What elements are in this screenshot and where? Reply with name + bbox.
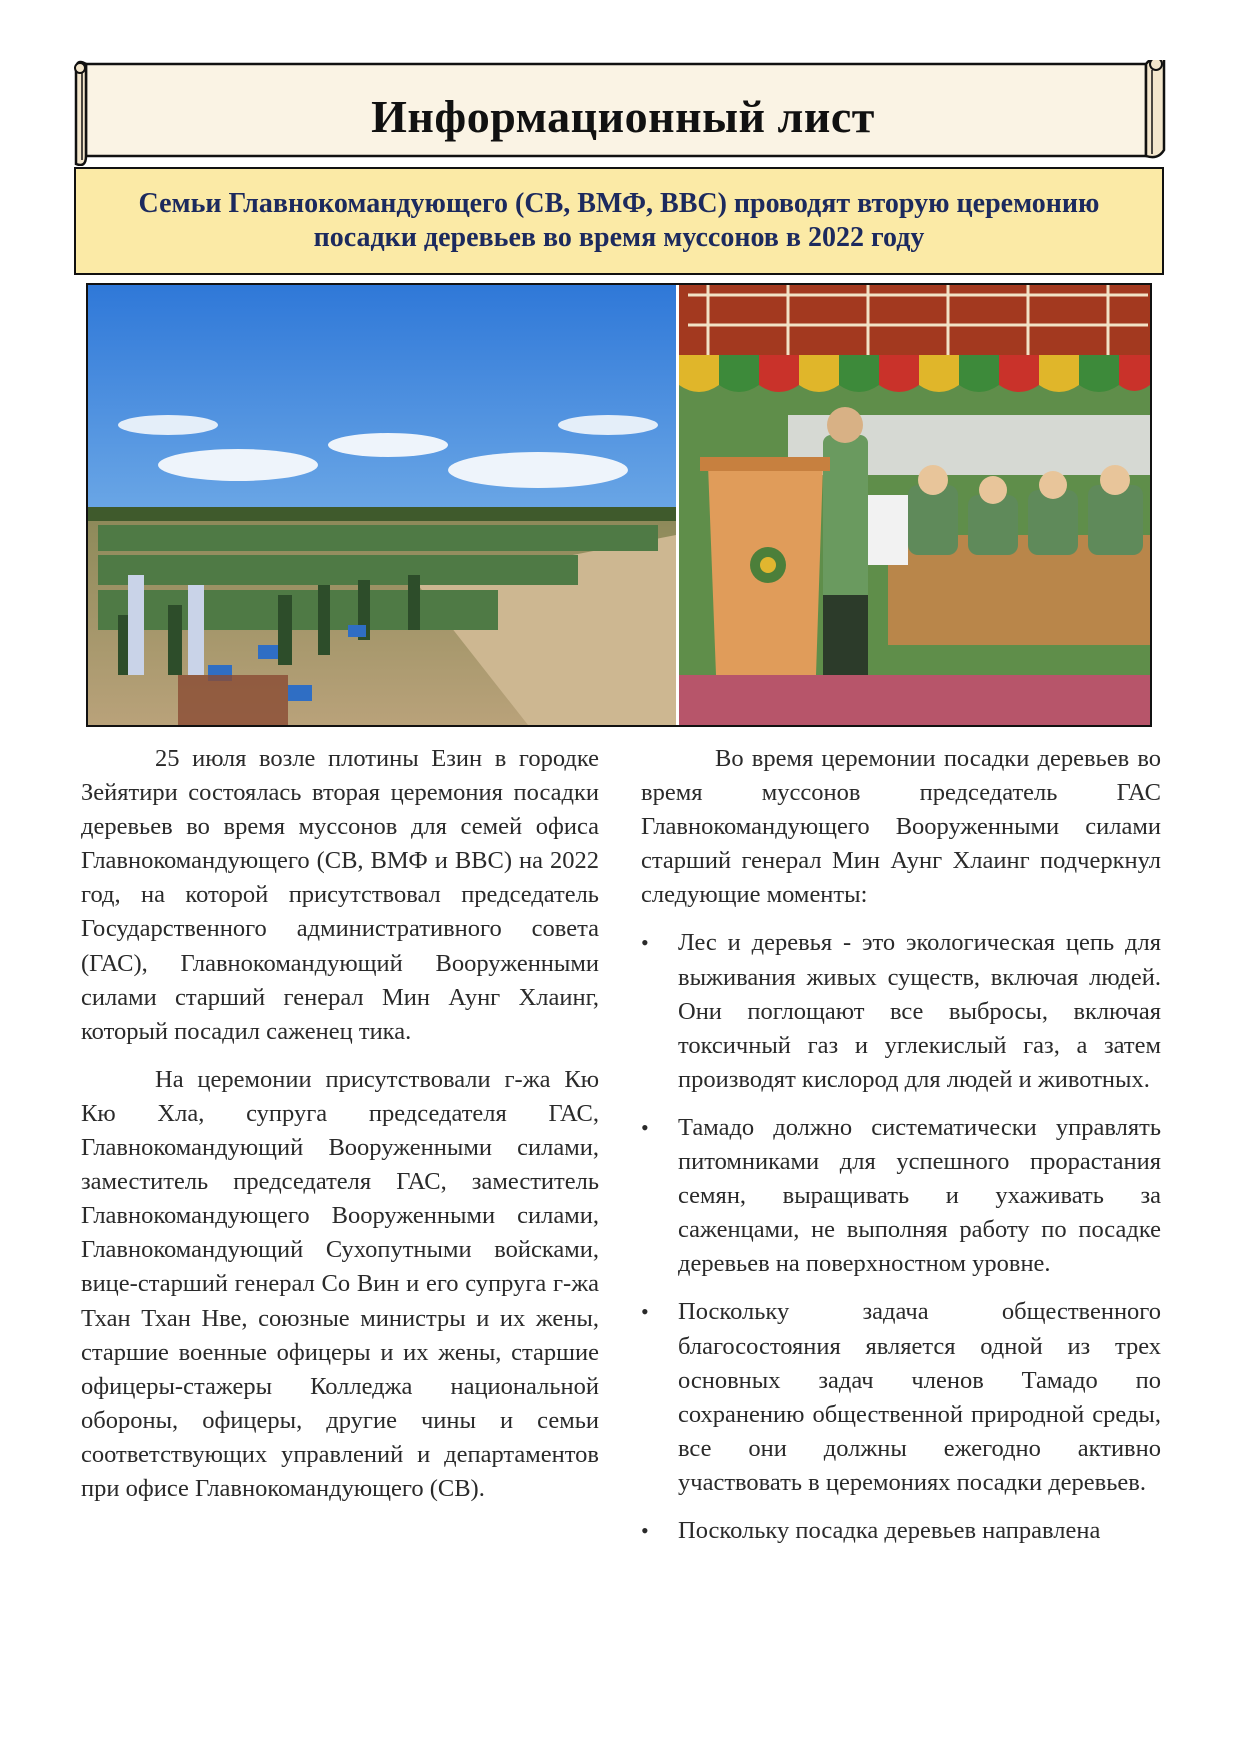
left-column xyxy=(81,742,599,1520)
list-item: • Тамадо должно систематически управлять питомниками для успешного прорастания семян, выращивать и ухаживать за саженцами, не выполняя работу по посадке деревьев на поверхностном уровне. xyxy=(641,1111,1161,1281)
paragraph: Во время церемонии посадки деревьев во время муссонов председатель ГАС Главнокомандующего Вооруженными силами старший генерал Мин Аунг Хлаинг подчеркнул следующие моменты: xyxy=(641,745,1161,909)
bullet-list xyxy=(641,926,1161,1548)
tree-planting-field-photo xyxy=(88,285,676,725)
page-title: Информационный лист xyxy=(371,90,875,142)
speech-podium-photo xyxy=(679,285,1150,725)
right-column xyxy=(641,742,1161,1562)
photo-strip xyxy=(86,283,1152,727)
list-item: • Поскольку посадка деревьев направлена xyxy=(641,1514,1161,1548)
title-banner xyxy=(74,60,1172,166)
list-item: • Поскольку задача общественного благосостояния является одной из трех основных задач членов Тамадо по сохранению общественной природной среды, все они должны ежегодно активно участвовать в церемониях посадки деревьев. xyxy=(641,1295,1161,1500)
paragraph: На церемонии присутствовали г-жа Кю Кю Хла, супруга председателя ГАС, Главнокомандующий Вооруженными силами, заместитель председателя ГАС, заместитель Главнокомандующего Вооруженными силами, Главнокомандующий Сухопутными войсками, вице-старший генерал Со Вин и его супруга г-жа Тхан Тхан Нве, союзные министры и их жены, старшие военные офицеры и их жены, старшие офицеры-стажеры Колледжа национальной обороны, офицеры, другие чины и семьи соответствующих управлений и департаментов при офисе Главнокомандующего (СВ). xyxy=(81,1065,599,1502)
paragraph: 25 июля возле плотины Езин в городке Зейятири состоялась вторая церемония посадки деревьев во время муссонов для семей офиса Главнокомандующего (СВ, ВМФ и ВВС) на 2022 год, на которой присутствовал председатель Государственного административного совета (ГАС), Главнокомандующий Вооруженными силами старший генерал Мин Аунг Хлаинг, который посадил саженец тика. xyxy=(81,745,599,1045)
list-item: • Лес и деревья - это экологическая цепь для выживания живых существ, включая людей. Они поглощают все выбросы, включая токсичный газ и углекислый газ, а затем производят кислород для людей и животных. xyxy=(641,926,1161,1096)
article-subtitle: Семьи Главнокомандующего (СВ, ВМФ, ВВС) проводят вторую церемонию посадки деревьев во время муссонов в 2022 году xyxy=(74,167,1164,275)
